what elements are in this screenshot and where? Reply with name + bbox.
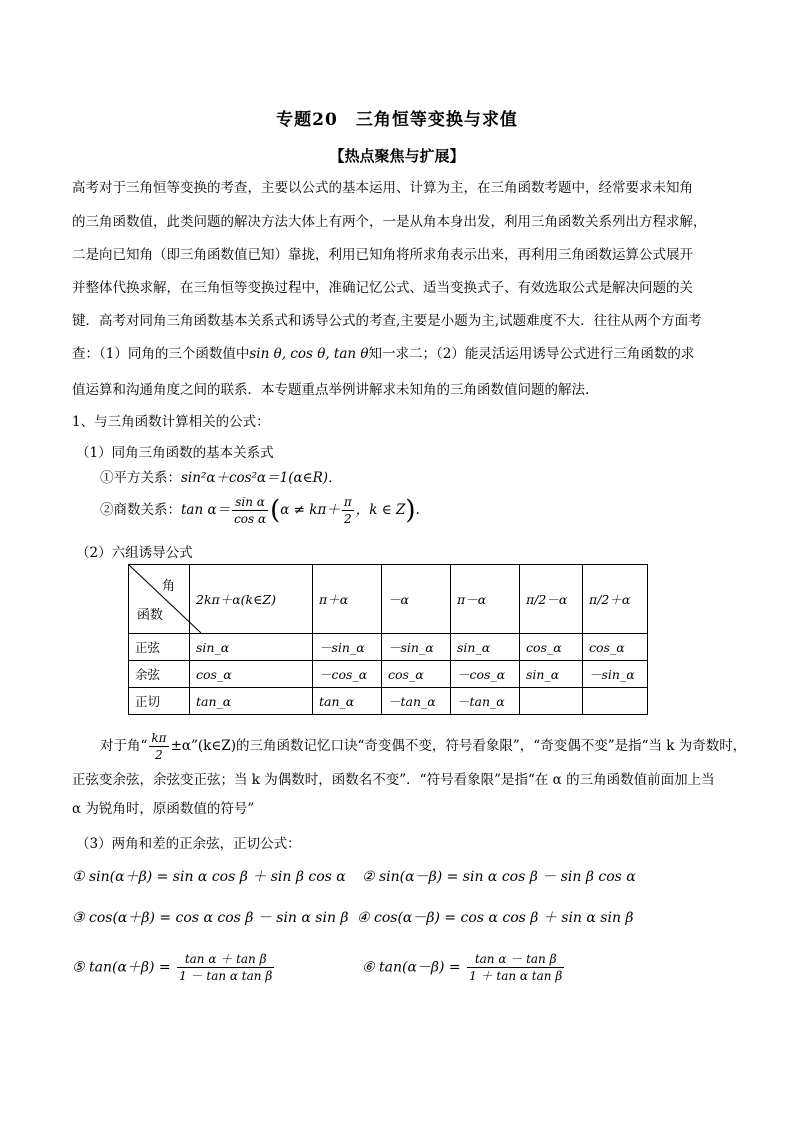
kpi-numerator: kπ bbox=[151, 731, 167, 745]
table-row bbox=[129, 634, 648, 661]
period: . bbox=[415, 502, 420, 518]
table-cell: －cos_α bbox=[451, 661, 520, 688]
table-cell: cos_α bbox=[583, 634, 648, 661]
quotient-condition-a: α ≠ kπ＋ bbox=[280, 502, 340, 518]
row-label: 正切 bbox=[129, 688, 190, 715]
mnemonic-start: 对于角“ bbox=[100, 738, 148, 754]
tan-sum-denominator: 1 － tan α tan β bbox=[179, 969, 273, 983]
formula-cos-diff: ④ cos(α－β) = cos α cos β ＋ sin α sin β bbox=[357, 910, 634, 926]
table-header-cell: －α bbox=[382, 565, 451, 634]
mnemonic-line-2: 正弦变余弦，余弦变正弦；当 k 为偶数时，函数名不变”．“符号看象限”是指“在 α 的三角函数值前面加上当 bbox=[72, 772, 715, 788]
table-row bbox=[129, 688, 648, 715]
mnemonic-line-3: α 为锐角时，原函数值的符号” bbox=[72, 801, 255, 817]
section-1-heading: 1、与三角函数计算相关的公式： bbox=[72, 414, 270, 430]
square-relation-formula: sin²α＋cos²α＝1(α∈R)． bbox=[181, 470, 342, 486]
quotient-condition-b: ，k ∈ Z bbox=[355, 502, 406, 518]
table-cell bbox=[583, 688, 648, 715]
kpi-denominator: 2 bbox=[155, 748, 163, 762]
row-label: 正弦 bbox=[129, 634, 190, 661]
table-cell bbox=[520, 688, 583, 715]
intro-line-6-b: 知一求二；（2）能灵活运用诱导公式进行三角函数的求 bbox=[368, 346, 695, 362]
pi-numerator: π bbox=[343, 495, 352, 509]
tan-diff-denominator: 1 ＋ tan α tan β bbox=[469, 969, 563, 983]
table-header-cell: 2kπ＋α(k∈Z) bbox=[190, 565, 313, 634]
formula-sin-diff: ② sin(α－β) = sin α cos β － sin β cos α bbox=[362, 869, 636, 885]
tan-sum-fraction bbox=[177, 951, 274, 984]
open-paren: ( bbox=[270, 495, 281, 526]
tan-diff-numerator: tan α － tan β bbox=[467, 951, 564, 968]
pi-over-two bbox=[342, 494, 354, 527]
quotient-relation-label: ②商数关系： bbox=[100, 502, 181, 518]
quotient-numerator: sin α bbox=[232, 494, 268, 511]
table-cell: cos_α bbox=[190, 661, 313, 688]
pi-denominator: 2 bbox=[343, 512, 352, 526]
page-title: 专题20 三角恒等变换与求值 bbox=[276, 110, 518, 130]
close-paren: ) bbox=[405, 495, 416, 526]
table-header-cell: π－α bbox=[451, 565, 520, 634]
table-cell: tan_α bbox=[313, 688, 382, 715]
intro-line-2: 的三角函数值，此类问题的解决方法大体上有两个，一是从角本身出发，利用三角函数关系列出方程求解， bbox=[72, 214, 707, 230]
subsection-2-heading: （2）六组诱导公式 bbox=[76, 545, 193, 561]
formula-cos-sum: ③ cos(α＋β) = cos α cos β － sin α sin β bbox=[72, 910, 349, 926]
table-header-cell: π/2＋α bbox=[583, 565, 648, 634]
table-corner-cell bbox=[129, 565, 190, 634]
intro-line-1: 高考对于三角恒等变换的考查，主要以公式的基本运用、计算为主，在三角函数考题中，经常要求未知角 bbox=[72, 180, 693, 196]
corner-function-label: 函数 bbox=[137, 608, 164, 623]
quotient-fraction bbox=[232, 494, 268, 527]
table-cell: －tan_α bbox=[382, 688, 451, 715]
mnemonic-line-1 bbox=[100, 730, 746, 763]
tan-sum-lhs: ⑤ tan(α＋β) = bbox=[72, 959, 171, 976]
table-cell: sin_α bbox=[520, 661, 583, 688]
row-label: 余弦 bbox=[129, 661, 190, 688]
subsection-1-heading: （1）同角三角函数的基本关系式 bbox=[76, 445, 274, 461]
corner-angle-label: 角 bbox=[161, 579, 175, 594]
table-cell: －sin_α bbox=[382, 634, 451, 661]
mnemonic-rest: ±α”(k∈Z)的三角函数记忆口诀“奇变偶不变，符号看象限”，“奇变偶不变”是指“当 k 为奇数时， bbox=[170, 738, 747, 754]
table-cell: －sin_α bbox=[583, 661, 648, 688]
table-cell: tan_α bbox=[190, 688, 313, 715]
k-pi-over-two bbox=[149, 730, 168, 763]
quotient-denominator: cos α bbox=[234, 512, 267, 526]
square-relation bbox=[100, 466, 342, 486]
quotient-relation bbox=[100, 494, 420, 527]
table-header-cell: π＋α bbox=[313, 565, 382, 634]
intro-line-7: 值运算和沟通角度之间的联系．本专题重点举例讲解求未知角的三角函数值问题的解法. bbox=[72, 382, 590, 398]
quotient-lhs: tan α＝ bbox=[181, 502, 231, 518]
table-row bbox=[129, 661, 648, 688]
formula-tan-sum bbox=[72, 951, 276, 984]
table-cell: －tan_α bbox=[451, 688, 520, 715]
intro-line-4: 并整体代换求解，在三角恒等变换过程中，准确记忆公式、适当变换式子、有效选取公式是解决问题的关 bbox=[72, 280, 693, 296]
intro-line-3: 二是向已知角（即三角函数值已知）靠拢，利用已知角将所求角表示出来，再利用三角函数运算公式展开 bbox=[72, 247, 693, 263]
tan-diff-fraction bbox=[467, 951, 564, 984]
table-cell: cos_α bbox=[382, 661, 451, 688]
table-cell: sin_α bbox=[451, 634, 520, 661]
table-cell: sin_α bbox=[190, 634, 313, 661]
induction-formula-table bbox=[128, 564, 648, 715]
intro-line-6 bbox=[72, 342, 694, 362]
formula-sin-sum: ① sin(α＋β) = sin α cos β ＋ sin β cos α bbox=[72, 869, 346, 885]
section-heading: 【热点聚焦与扩展】 bbox=[329, 147, 465, 165]
intro-line-5: 键．高考对同角三角函数基本关系式和诱导公式的考查,主要是小题为主,试题难度不大．往往从两个方面考 bbox=[72, 313, 702, 329]
intro-line-6-a: 查：（1）同角的三个函数值中 bbox=[72, 346, 250, 362]
table-header-cell: π/2－α bbox=[520, 565, 583, 634]
table-cell: －sin_α bbox=[313, 634, 382, 661]
formula-tan-diff bbox=[362, 951, 566, 984]
tan-sum-numerator: tan α ＋ tan β bbox=[177, 951, 274, 968]
table-cell: cos_α bbox=[520, 634, 583, 661]
tan-diff-lhs: ⑥ tan(α－β) = bbox=[362, 959, 461, 976]
table-cell: －cos_α bbox=[313, 661, 382, 688]
square-relation-label: ①平方关系： bbox=[100, 470, 181, 486]
subsection-3-heading: （3）两角和差的正余弦，正切公式： bbox=[76, 836, 301, 852]
table-header-row bbox=[129, 565, 648, 634]
trig-functions-math: sin θ, cos θ, tan θ bbox=[249, 346, 369, 362]
